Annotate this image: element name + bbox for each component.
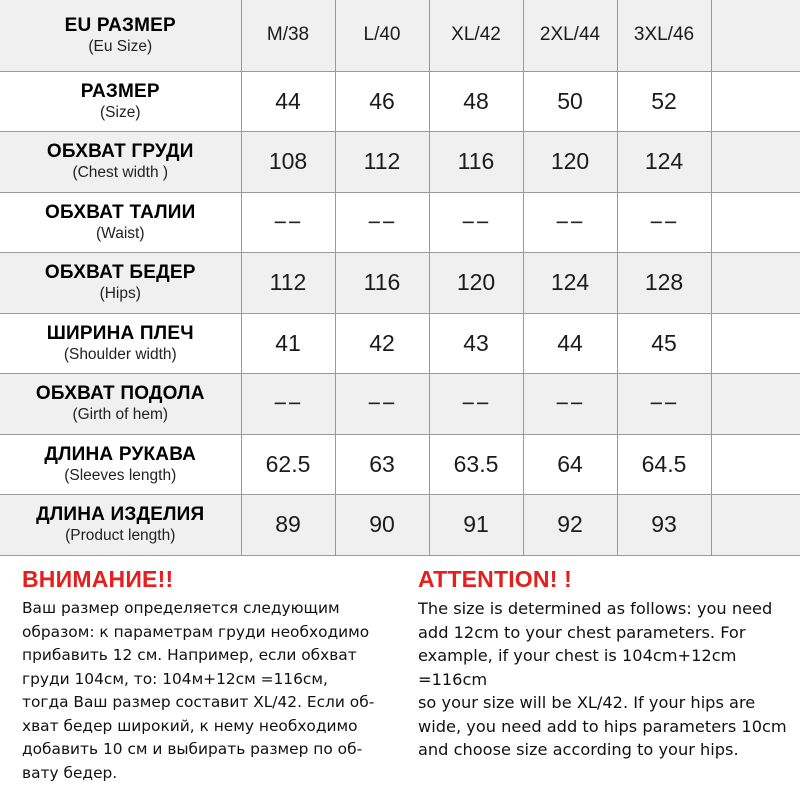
cell-value: 112 bbox=[269, 269, 307, 296]
table-cell bbox=[523, 132, 617, 193]
cell-value: 90 bbox=[369, 511, 395, 538]
row-label-english: (Sleeves length) bbox=[64, 466, 177, 484]
table-cell bbox=[241, 192, 335, 253]
notice-line: груди 104см, то: 104м+12см =116см, bbox=[22, 669, 328, 688]
row-label-english: (Hips) bbox=[99, 285, 141, 303]
row-label-russian: ШИРИНА ПЛЕЧ bbox=[46, 322, 194, 344]
cell-value: −− bbox=[555, 390, 585, 417]
table-cell bbox=[335, 495, 429, 556]
notice-line: вату бедер. bbox=[22, 763, 118, 782]
row-label-cell bbox=[0, 374, 241, 435]
row-label-russian: ДЛИНА РУКАВА bbox=[44, 443, 197, 465]
table-cell bbox=[711, 0, 800, 71]
table-cell bbox=[523, 192, 617, 253]
table-cell bbox=[429, 434, 523, 495]
cell-value: 3XL/46 bbox=[633, 24, 695, 46]
table-row bbox=[0, 253, 800, 314]
table-cell bbox=[241, 434, 335, 495]
cell-value: 124 bbox=[550, 269, 590, 296]
table-cell bbox=[711, 374, 800, 435]
table-cell bbox=[523, 0, 617, 71]
table-cell bbox=[429, 253, 523, 314]
notice-english bbox=[418, 566, 798, 762]
table-row bbox=[0, 0, 800, 71]
table-cell bbox=[429, 192, 523, 253]
table-cell bbox=[429, 71, 523, 132]
table-cell bbox=[429, 0, 523, 71]
row-label-russian: ОБХВАТ БЕДЕР bbox=[44, 262, 196, 284]
row-label-english: (Waist) bbox=[96, 224, 145, 242]
row-label-english: (Shoulder width) bbox=[63, 345, 177, 363]
table-row bbox=[0, 434, 800, 495]
table-cell bbox=[241, 253, 335, 314]
cell-value: 112 bbox=[363, 148, 401, 175]
notice-line: тогда Ваш размер составит XL/42. Если об- bbox=[22, 693, 375, 711]
table-cell bbox=[335, 374, 429, 435]
row-label-cell bbox=[0, 71, 241, 132]
cell-value: 46 bbox=[369, 87, 395, 114]
table-cell bbox=[335, 192, 429, 253]
row-label-english: (Size) bbox=[100, 103, 141, 121]
table-cell bbox=[335, 434, 429, 495]
table-cell bbox=[241, 0, 335, 71]
row-label-russian: EU РАЗМЕР bbox=[64, 14, 176, 36]
cell-value: 43 bbox=[463, 329, 489, 356]
table-cell bbox=[711, 132, 800, 193]
cell-value: L/40 bbox=[363, 24, 401, 46]
cell-value: −− bbox=[273, 390, 303, 417]
row-label-russian: ОБХВАТ ТАЛИИ bbox=[45, 201, 196, 223]
notice-line: добавить 10 см и выбирать размер по об- bbox=[22, 740, 363, 758]
table-cell bbox=[523, 71, 617, 132]
table-cell bbox=[617, 0, 711, 71]
cell-value: 89 bbox=[275, 511, 301, 538]
notice-line: add 12cm to your chest parameters. For bbox=[418, 622, 746, 642]
cell-value: −− bbox=[555, 208, 585, 235]
row-label-russian: ДЛИНА ИЗДЕЛИЯ bbox=[36, 504, 205, 526]
cell-value: 93 bbox=[651, 511, 677, 538]
table-cell bbox=[241, 313, 335, 374]
notice-line: прибавить 12 см. Например, если обхват bbox=[22, 646, 357, 664]
table-cell bbox=[523, 374, 617, 435]
row-label-cell bbox=[0, 253, 241, 314]
table-cell bbox=[523, 313, 617, 374]
notice-english-title: ATTENTION! ! bbox=[418, 566, 573, 592]
table-cell bbox=[335, 132, 429, 193]
cell-value: 64 bbox=[557, 450, 583, 477]
table-cell bbox=[335, 0, 429, 71]
cell-value: 92 bbox=[557, 511, 583, 538]
table-cell bbox=[429, 313, 523, 374]
table-cell bbox=[241, 374, 335, 435]
table-cell bbox=[617, 374, 711, 435]
cell-value: XL/42 bbox=[451, 24, 501, 46]
notice-line: хват бедер широкий, к нему необходимо bbox=[22, 716, 358, 735]
table-cell bbox=[617, 132, 711, 193]
table-cell bbox=[241, 495, 335, 556]
table-cell bbox=[617, 253, 711, 314]
table-cell bbox=[711, 192, 800, 253]
table-cell bbox=[429, 374, 523, 435]
notice-russian bbox=[22, 566, 402, 785]
table-cell bbox=[335, 253, 429, 314]
table-cell bbox=[711, 434, 800, 495]
cell-value: 108 bbox=[268, 148, 308, 175]
cell-value: 120 bbox=[550, 148, 590, 175]
cell-value: 50 bbox=[557, 87, 583, 114]
table-cell bbox=[617, 71, 711, 132]
table-row bbox=[0, 132, 800, 193]
row-label-english: (Girth of hem) bbox=[72, 406, 169, 424]
cell-value: 42 bbox=[369, 329, 395, 356]
table-cell bbox=[523, 495, 617, 556]
table-cell bbox=[711, 313, 800, 374]
row-label-cell bbox=[0, 0, 241, 71]
row-label-cell bbox=[0, 434, 241, 495]
cell-value: −− bbox=[367, 390, 397, 417]
cell-value: 41 bbox=[275, 329, 301, 356]
table-cell bbox=[523, 434, 617, 495]
table-cell bbox=[429, 132, 523, 193]
notice-line: The size is determined as follows: you need bbox=[418, 599, 773, 618]
row-label-russian: РАЗМЕР bbox=[80, 80, 160, 102]
table-row bbox=[0, 71, 800, 132]
cell-value: 2XL/44 bbox=[539, 24, 601, 46]
table-cell bbox=[241, 71, 335, 132]
table-cell bbox=[617, 495, 711, 556]
row-label-russian: ОБХВАТ ПОДОЛА bbox=[35, 383, 205, 405]
notice-russian-title: ВНИМАНИЕ!! bbox=[22, 566, 174, 592]
notice-line: Ваш размер определяется следующим bbox=[22, 599, 340, 617]
cell-value: 44 bbox=[557, 329, 583, 356]
cell-value: 52 bbox=[651, 87, 677, 114]
cell-value: 45 bbox=[651, 329, 677, 356]
table-row bbox=[0, 374, 800, 435]
table-cell bbox=[241, 132, 335, 193]
cell-value: −− bbox=[461, 208, 491, 235]
notice-line: образом: к параметрам груди необходимо bbox=[22, 622, 370, 641]
table-row bbox=[0, 192, 800, 253]
cell-value: 116 bbox=[363, 269, 401, 296]
cell-value: −− bbox=[273, 208, 303, 235]
cell-value: 63 bbox=[369, 450, 395, 477]
cell-value: −− bbox=[367, 208, 397, 235]
cell-value: 120 bbox=[456, 269, 496, 296]
notice-line: and choose size according to your hips. bbox=[418, 740, 739, 759]
cell-value: 91 bbox=[463, 511, 489, 538]
row-label-russian: ОБХВАТ ГРУДИ bbox=[46, 141, 194, 163]
cell-value: −− bbox=[649, 208, 679, 235]
notice-english-body bbox=[418, 597, 798, 762]
cell-value: 128 bbox=[644, 269, 684, 296]
row-label-english: (Product length) bbox=[65, 527, 176, 545]
table-cell bbox=[617, 192, 711, 253]
table-cell bbox=[617, 434, 711, 495]
table-cell bbox=[711, 495, 800, 556]
notice-line: wide, you need add to hips parameters 10cm bbox=[418, 716, 787, 736]
notice-line: example, if your chest is 104cm+12cm =116cm bbox=[418, 646, 737, 689]
cell-value: 48 bbox=[463, 87, 489, 114]
table-cell bbox=[335, 71, 429, 132]
row-label-english: (Eu Size) bbox=[88, 37, 153, 55]
table-cell bbox=[523, 253, 617, 314]
cell-value: 64.5 bbox=[641, 450, 687, 477]
table-cell bbox=[711, 71, 800, 132]
table-row bbox=[0, 495, 800, 556]
notice-line: so your size will be XL/42. If your hips are bbox=[418, 693, 756, 712]
table-cell bbox=[711, 253, 800, 314]
cell-value: −− bbox=[649, 390, 679, 417]
row-label-cell bbox=[0, 313, 241, 374]
table-cell bbox=[335, 313, 429, 374]
row-label-cell bbox=[0, 132, 241, 193]
cell-value: 62.5 bbox=[265, 450, 311, 477]
cell-value: 116 bbox=[457, 148, 495, 175]
table-cell bbox=[617, 313, 711, 374]
row-label-english: (Chest width ) bbox=[72, 164, 169, 182]
cell-value: 44 bbox=[275, 87, 301, 114]
table-row bbox=[0, 313, 800, 374]
cell-value: M/38 bbox=[266, 24, 310, 46]
table-cell bbox=[429, 495, 523, 556]
cell-value: −− bbox=[461, 390, 491, 417]
row-label-cell bbox=[0, 495, 241, 556]
row-label-cell bbox=[0, 192, 241, 253]
notice-russian-body bbox=[22, 597, 402, 785]
cell-value: 124 bbox=[644, 148, 684, 175]
cell-value: 63.5 bbox=[453, 450, 499, 477]
